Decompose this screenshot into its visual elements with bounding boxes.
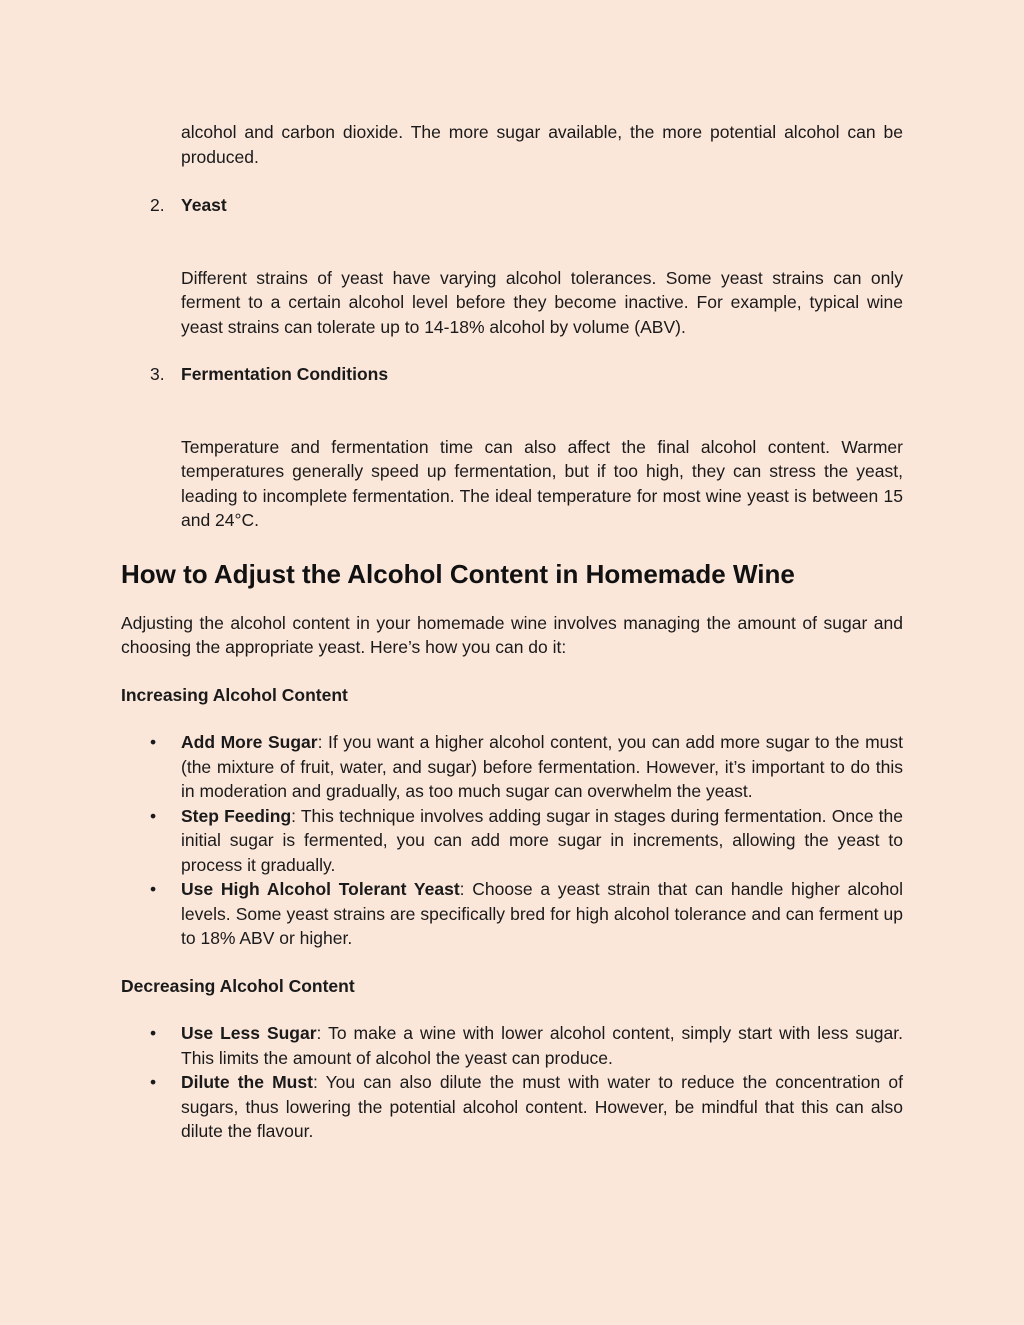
list-item-text: : This technique involves adding sugar in stages during fermentation. Once the initial sugar is fermented, you can add more sugar in increments, allowing the yeast to process it gradually.	[181, 805, 904, 875]
section-intro-paragraph: Adjusting the alcohol content in your homemade wine involves managing the amount of sugar and choosing the appropriate yeast. Here’s how you can do it:	[121, 612, 903, 657]
list-item-text: : If you want a higher alcohol content, you can add more sugar to the must (the mixture of fruit, water, and sugar) before fermentation. However, it’s important to do this in moderation and gradually, as too much sugar can overwhelm the yeast.	[181, 732, 904, 801]
bullet-icon: •	[150, 879, 157, 899]
factor-conditions-heading	[150, 362, 903, 387]
bullet-icon: •	[150, 732, 157, 752]
document-page	[121, 120, 903, 1144]
increasing-list	[121, 730, 903, 951]
increasing-heading: Increasing Alcohol Content	[121, 684, 348, 705]
decreasing-list	[121, 1021, 903, 1144]
list-item-label: Use High Alcohol Tolerant Yeast	[181, 879, 460, 899]
list-item	[150, 730, 904, 804]
intro-continuation-paragraph: alcohol and carbon dioxide. The more sugar available, the more potential alcohol can be produced.	[181, 122, 903, 167]
bullet-icon: •	[150, 805, 157, 826]
factor-number: 3.	[150, 364, 165, 384]
section-heading: How to Adjust the Alcohol Content in Homemade Wine	[121, 558, 795, 589]
list-item-label: Use Less Sugar	[181, 1023, 317, 1043]
list-item	[150, 804, 904, 878]
factor-number: 2.	[150, 195, 165, 215]
decreasing-heading: Decreasing Alcohol Content	[121, 975, 355, 996]
factor-conditions-paragraph: Temperature and fermentation time can also affect the final alcohol content. Warmer temperatures generally speed up fermentation, but if too high, they can stress the yeast, leading to incomplete fermentation. The ideal temperature for most wine yeast is between 15 and 24°C.	[181, 436, 903, 530]
list-item-text: : You can also dilute the must with water to reduce the concentration of sugars, thus lowering the potential alcohol content. However, be mindful that this can also dilute the flavour.	[181, 1072, 903, 1141]
list-item-label: Step Feeding	[181, 805, 292, 826]
factor-yeast-heading	[150, 193, 903, 218]
list-item-text: : Choose a yeast strain that can handle higher alcohol levels. Some yeast strains are specifically bred for high alcohol tolerance and can ferment up to 18% ABV or higher.	[181, 879, 903, 948]
bullet-icon: •	[150, 1072, 157, 1092]
bullet-icon: •	[150, 1023, 157, 1043]
list-item	[150, 1021, 903, 1070]
factor-yeast-paragraph: Different strains of yeast have varying alcohol tolerances. Some yeast strains can only ferment to a certain alcohol level before they become inactive. For example, typical wine yeast strains can tolerate up to 14-18% alcohol by volume (ABV).	[181, 267, 903, 337]
factor-title: Fermentation Conditions	[181, 364, 389, 384]
list-item	[150, 1070, 903, 1144]
list-item-text: : To make a wine with lower alcohol content, simply start with less sugar. This limits the amount of alcohol the yeast can produce.	[181, 1023, 903, 1068]
list-item-label: Dilute the Must	[181, 1072, 313, 1092]
factor-title: Yeast	[181, 195, 227, 215]
list-item	[150, 877, 903, 951]
list-item-label: Add More Sugar	[181, 732, 318, 752]
